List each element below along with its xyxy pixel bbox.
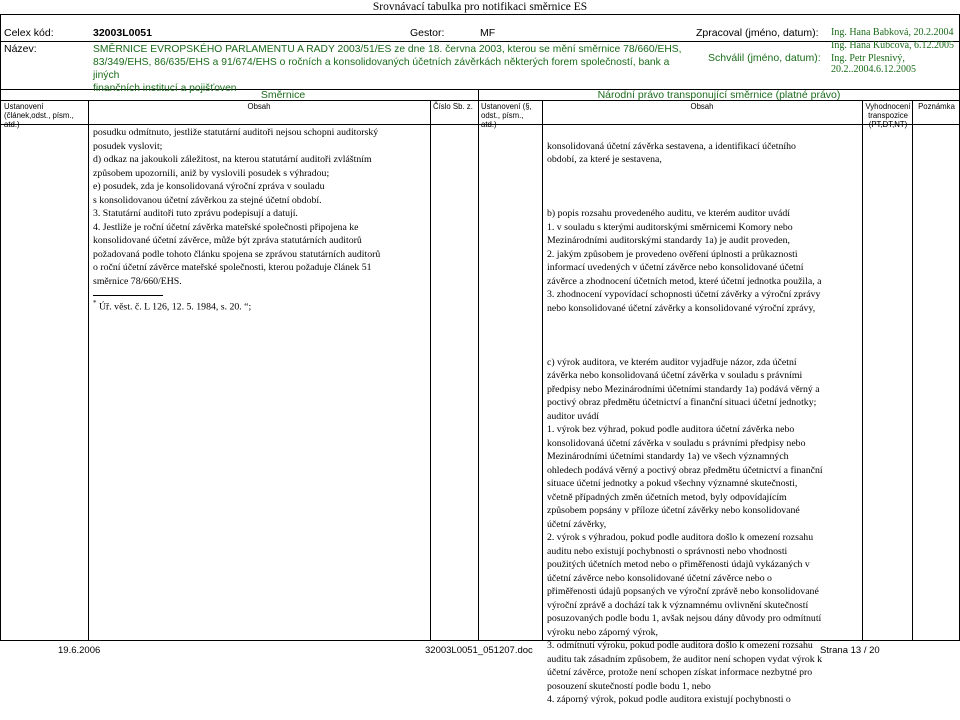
directive-name: SMĚRNICE EVROPSKÉHO PARLAMENTU A RADY 2003/51/ES ze dne 18. června 2003, kterou se mění směrnice 78/660/EHS, 83/349/EHS, 86/635/EHS a 91/674/EHS o ročních a konsolidovaných účetních závěrkách některých forem společností, bank a jiných finančních institucí a pojišťoven <box>93 44 682 94</box>
gestor-label: Gestor: <box>410 27 445 39</box>
celex-value: 32003L0051 <box>93 27 152 39</box>
document-title: Srovnávací tabulka pro notifikaci směrnice ES <box>372 1 588 13</box>
schvalil-line-1: Ing. Petr Plesnivý, <box>831 53 905 64</box>
content-gap <box>547 180 862 194</box>
narodni-pravo-heading: Národní právo transponující směrnice (platné právo) <box>597 89 841 101</box>
divider-col-obsah-right <box>542 100 543 640</box>
content-gap <box>547 329 862 343</box>
content-block-2: b) popis rozsahu provedeného auditu, ve kterém auditor uvádí 1. v souladu s kterými auditorskými směrnicemi Komory nebo Mezinárodními auditorskými standardy 1a) je audit proveden, 2. jakým způsobem je provedeno ověření úplnosti a průkaznosti informací uvedených v účetní závěrce nebo konsolidované účetní závěrce a zhodnocení účetních metod, které účetní jednotka použila, a 3. zhodnocení vypovídací schopnosti účetní závěrky a výroční zprávy nebo konsolidované účetní závěrky a konsolidované výroční zprávy, <box>547 208 822 314</box>
footnote-separator <box>93 295 163 296</box>
footer-filename: 32003L0051_051207.doc <box>425 645 533 656</box>
footnote-text: Úř. věst. č. L 126, 12. 5. 1984, s. 20. “; <box>96 301 252 313</box>
col-poznamka: Poznámka <box>918 102 955 111</box>
footer-date: 19.6.2006 <box>58 645 101 656</box>
divider-col-cislo <box>430 100 431 640</box>
directive-content: posudku odmítnuto, jestliže statutární auditoři nejsou schopni auditorský posudek vyslovit; d) odkaz na jakoukoli záležitost, na kterou statutární auditoři zvláštním způsobem upozornili, aniž by vyslovili posudek s výhradou; e) posudek, zda je konsolidovaná výroční zpráva v souladu s konsolidovanou účetní závěrkou za stejné účetní období. 3. Statutární auditoři tuto zprávu podepisují a datují. 4. Jestliže je roční účetní závěrka mateřské společnosti připojena ke konsolidované účetní závěrce, může být zpráva statutárních auditorů požadovaná podle tohoto článku spojena se zprávou statutárních auditorů o roční účetní závěrce mateřské společnosti, kterou požaduje článek 51 směrnice 78/660/EHS. <box>93 127 381 287</box>
col-ustanoveni-right: Ustanovení (§, odst., písm., atd.) <box>481 102 532 129</box>
frame-left-border <box>0 14 1 640</box>
footer-page: Strana 13 / 20 <box>820 645 880 656</box>
footnote <box>93 297 251 313</box>
national-law-content <box>547 126 862 720</box>
col-cislo-sb: Číslo Sb. z. <box>433 102 473 111</box>
nazev-label: Název: <box>4 43 37 55</box>
divider-col1 <box>88 100 89 640</box>
frame-colsub-rule <box>0 124 960 125</box>
gestor-value: MF <box>480 27 496 39</box>
celex-label: Celex kód: <box>4 27 54 39</box>
divider-col-poznamka <box>912 100 913 640</box>
content-block-3: c) výrok auditora, ve kterém auditor vyjadřuje názor, zda účetní závěrka nebo konsolidovaná účetní závěrka v souladu s právními předpisy nebo Mezinárodními účetními standardy 1a) podává věrný a poctivý obraz předmětu účetnictví a finanční situaci účetní jednotky; auditor uvádí 1. výrok bez výhrad, pokud podle auditora účetní závěrka nebo konsolidovaná účetní závěrka v souladu s právními předpisy nebo Mezinárodními účetními standardy 1a) ve všech významných ohledech podává věrný a poctivý obraz předmětu účetnictví a finanční situace účetní jednotky a pokud všechny významné skutečnosti, včetně případných změn účetních metod, byly odpovídajícím způsobem popsány v příloze účetní závěrky nebo konsolidované účetní závěrky, 2. výrok s výhradou, pokud podle auditora došlo k omezení rozsahu auditu nebo existují pochybnosti o správnosti nebo vhodnosti použitých účetních metod nebo o přiměřenosti údajů vykázaných v účetní závěrce nebo konsolidované účetní závěrce nebo o přiměřenosti údajů popsaných ve výroční zprávě nebo konsolidované výroční zprávě a dochází tak k významnému ovlivnění skutečností posuzovaných podle bodu 1, avšak nejsou dány důvody pro odmítnutí výroku nebo záporný výrok, 3. odmítnutí výroku, pokud podle auditora došlo k omezení rozsahu auditu tak zásadním způsobem, že auditor není schopen vydat výrok k účetní závěrce, protože není schopen získat informace nezbytné pro posouzení skutečností podle bodu 1, nebo 4. záporný výrok, pokud podle auditora existují pochybnosti o <box>547 356 823 705</box>
frame-celex-rule <box>0 41 960 42</box>
schvalil-label: Schválil (jméno, datum): <box>708 52 821 64</box>
col-vyhodnoceni: Vyhodnocení transpozice (PT,DT,NT) <box>865 102 911 129</box>
zpracoval-line-2: Ing. Hana Kubcová, 6.12.2005 <box>831 40 955 51</box>
frame-top-rule <box>0 14 960 15</box>
zpracoval-label: Zpracoval (jméno, datum): <box>696 27 819 39</box>
divider-col-ustanoveni <box>478 89 479 640</box>
divider-col-vyhodnoceni <box>862 100 863 640</box>
zpracoval-line-1: Ing. Hana Babková, 20.2.2004 <box>831 27 954 38</box>
smernice-heading: Směrnice <box>260 89 306 101</box>
content-block-1: konsolidovaná účetní závěrka sestavena, a identifikací účetního období, za které je sestavena, <box>547 140 796 165</box>
col-obsah-left: Obsah <box>247 102 271 111</box>
schvalil-line-2: 20.2..2004.6.12.2005 <box>831 64 916 75</box>
footnote-mark: * <box>93 299 97 307</box>
col-ustanoveni-left: Ustanovení (článek,odst., písm., atd.) <box>4 102 74 129</box>
col-obsah-right: Obsah <box>690 102 714 111</box>
